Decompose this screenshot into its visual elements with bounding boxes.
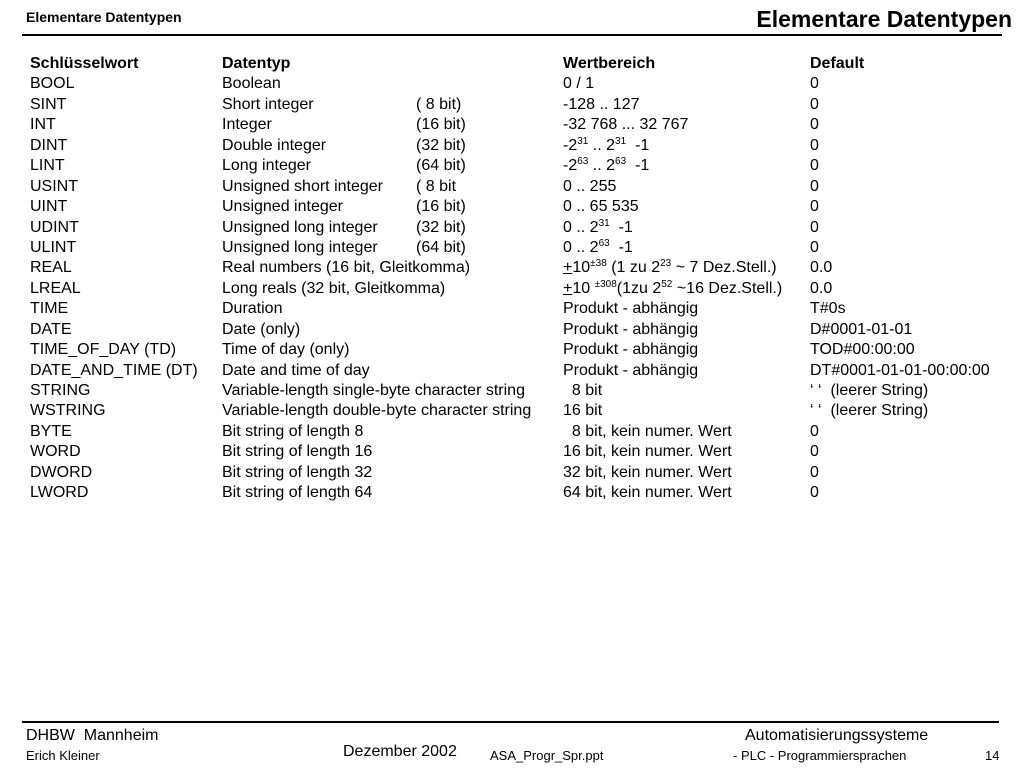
table-row xyxy=(30,279,990,299)
bits-cell: (64 bit) xyxy=(416,157,466,175)
header-range: Wertbereich xyxy=(563,55,656,72)
type-cell: Unsigned long integer xyxy=(222,238,378,256)
default-cell: 0.0 xyxy=(810,259,833,277)
bottom-divider xyxy=(22,721,999,723)
header-default: Default xyxy=(810,55,865,72)
header-keyword: Schlüsselwort xyxy=(30,55,139,72)
table-row xyxy=(30,136,990,156)
type-cell: Bit string of length 8 xyxy=(222,422,364,440)
table-header-row xyxy=(30,54,990,74)
table-row xyxy=(30,483,990,503)
type-cell: Date and time of day xyxy=(222,361,370,379)
bits-cell: (32 bit) xyxy=(416,136,466,154)
type-cell: Bit string of length 64 xyxy=(222,484,373,502)
keyword-cell: TIME xyxy=(30,300,69,318)
type-cell: Long reals (32 bit, Gleitkomma) xyxy=(222,279,446,297)
type-cell: Boolean xyxy=(222,75,281,93)
keyword-cell: ULINT xyxy=(30,238,77,256)
keyword-cell: WORD xyxy=(30,443,81,461)
footer-date: Dezember 2002 xyxy=(343,743,457,760)
table-row xyxy=(30,197,990,217)
range-cell: 0 / 1 xyxy=(563,75,595,93)
default-cell: 0 xyxy=(810,484,819,502)
default-cell: 0 xyxy=(810,422,819,440)
default-cell: 0 xyxy=(810,95,819,113)
keyword-cell: LINT xyxy=(30,157,65,175)
keyword-cell: LWORD xyxy=(30,484,89,502)
table-row xyxy=(30,177,990,197)
keyword-cell: UINT xyxy=(30,198,68,216)
keyword-cell: DINT xyxy=(30,136,68,154)
table-row xyxy=(30,361,990,381)
bits-cell: (64 bit) xyxy=(416,238,466,256)
keyword-cell: UDINT xyxy=(30,218,79,236)
range-cell: $-2^{31}$ .. $2^{31}$ -1 xyxy=(563,135,650,154)
table-row xyxy=(30,422,990,442)
default-cell: 0 xyxy=(810,463,819,481)
range-cell: -32 768 ... 32 767 xyxy=(563,116,689,134)
table-row xyxy=(30,115,990,135)
range-cell: 0 .. $2^{31}$ -1 xyxy=(563,217,633,236)
type-cell: Time of day (only) xyxy=(222,341,350,359)
range-cell: 8 bit, kein numer. Wert xyxy=(563,422,732,440)
type-cell: Variable-length double-byte character string xyxy=(222,402,532,420)
type-cell: Unsigned short integer xyxy=(222,177,383,195)
page-title: Elementare Datentypen xyxy=(756,6,1012,32)
type-cell: Bit string of length 32 xyxy=(222,463,373,481)
keyword-cell: DATE xyxy=(30,320,72,338)
table-row xyxy=(30,95,990,115)
footer-filename: ASA_Progr_Spr.ppt xyxy=(490,748,604,763)
range-cell: Produkt - abhängig xyxy=(563,361,699,379)
default-cell: 0 xyxy=(810,157,819,175)
type-cell: Real numbers (16 bit, Gleitkomma) xyxy=(222,259,471,277)
default-cell: 0 xyxy=(810,218,819,236)
type-cell: Unsigned long integer xyxy=(222,218,378,236)
default-cell: 0 xyxy=(810,177,819,195)
footer-course: Automatisierungssysteme xyxy=(745,727,929,744)
keyword-cell: STRING xyxy=(30,382,91,399)
keyword-cell: BYTE xyxy=(30,422,72,440)
range-cell: 0 .. 65 535 xyxy=(563,198,639,216)
type-cell: Variable-length single-byte character string xyxy=(222,382,525,399)
header-type: Datentyp xyxy=(222,55,291,72)
bits-cell: (32 bit) xyxy=(416,218,466,236)
top-divider xyxy=(22,34,1002,36)
type-cell: Double integer xyxy=(222,136,327,154)
type-cell: Unsigned integer xyxy=(222,198,343,216)
default-cell: 0 xyxy=(810,238,819,256)
range-cell: 0 .. 255 xyxy=(563,177,617,195)
range-cell: 64 bit, kein numer. Wert xyxy=(563,484,732,502)
table-row xyxy=(30,340,990,360)
range-cell: Produkt - abhängig xyxy=(563,300,699,318)
datatype-table xyxy=(30,54,990,504)
footer-author: Erich Kleiner xyxy=(26,748,100,763)
default-cell: 0 xyxy=(810,116,819,134)
default-cell: D#0001-01-01 xyxy=(810,320,913,338)
table-row xyxy=(30,442,990,462)
footer-subtitle: - PLC - Programmiersprachen xyxy=(733,748,907,763)
type-cell: Short integer xyxy=(222,95,314,113)
type-cell: Long integer xyxy=(222,157,311,175)
page-number: 14 xyxy=(985,748,1000,763)
table-row xyxy=(30,258,990,278)
table-row xyxy=(30,238,990,258)
keyword-cell: INT xyxy=(30,116,56,134)
default-cell: 0 xyxy=(810,443,819,461)
default-cell: T#0s xyxy=(810,300,846,318)
bits-cell: (16 bit) xyxy=(416,116,466,134)
table-row xyxy=(30,218,990,238)
default-cell: ‘ ‘ (leerer String) xyxy=(810,382,929,399)
keyword-cell: LREAL xyxy=(30,279,81,297)
type-cell: Date (only) xyxy=(222,320,301,338)
default-cell: 0 xyxy=(810,136,819,154)
range-cell: 16 bit, kein numer. Wert xyxy=(563,443,732,461)
default-cell: 0 xyxy=(810,198,819,216)
default-cell: 0 xyxy=(810,75,819,93)
table-row xyxy=(30,156,990,176)
default-cell: 0.0 xyxy=(810,279,833,297)
keyword-cell: WSTRING xyxy=(30,402,106,420)
default-cell: ‘ ‘ (leerer String) xyxy=(810,402,929,420)
table-row xyxy=(30,401,990,421)
keyword-cell: USINT xyxy=(30,177,78,195)
table-row xyxy=(30,381,990,401)
range-cell: +10 $^{\pm 308}$(1zu $2^{52}$ ~16 Dez.Stell.) xyxy=(563,278,783,297)
keyword-cell: DATE_AND_TIME (DT) xyxy=(30,361,198,379)
keyword-cell: DWORD xyxy=(30,463,93,481)
type-cell: Integer xyxy=(222,116,272,134)
table-row xyxy=(30,463,990,483)
keyword-cell: SINT xyxy=(30,95,67,113)
range-cell: $-2^{63}$ .. $2^{63}$ -1 xyxy=(563,156,650,175)
type-cell: Bit string of length 16 xyxy=(222,443,373,461)
range-cell: Produkt - abhängig xyxy=(563,341,699,359)
keyword-cell: TIME_OF_DAY (TD) xyxy=(30,341,177,359)
range-cell: 8 bit xyxy=(563,382,603,399)
range-cell: $+10^{\pm 38}$ (1 zu $2^{23}$ ~ 7 Dez.Stell.) xyxy=(563,258,777,277)
bits-cell: ( 8 bit xyxy=(416,177,457,195)
keyword-cell: BOOL xyxy=(30,75,75,93)
table-row xyxy=(30,299,990,319)
table-row xyxy=(30,320,990,340)
bits-cell: (16 bit) xyxy=(416,198,466,216)
type-cell: Duration xyxy=(222,300,283,318)
default-cell: TOD#00:00:00 xyxy=(810,341,915,359)
default-cell: DT#0001-01-01-00:00:00 xyxy=(810,361,990,379)
small-title: Elementare Datentypen xyxy=(26,9,182,25)
range-cell: Produkt - abhängig xyxy=(563,320,699,338)
footer-institution: DHBW Mannheim xyxy=(26,727,159,744)
keyword-cell: REAL xyxy=(30,259,72,277)
bits-cell: ( 8 bit) xyxy=(416,95,462,113)
table-row xyxy=(30,74,990,94)
range-cell: 0 .. $2^{63}$ -1 xyxy=(563,237,633,256)
range-cell: 16 bit xyxy=(563,402,603,420)
range-cell: 32 bit, kein numer. Wert xyxy=(563,463,732,481)
range-cell: -128 .. 127 xyxy=(563,95,640,113)
